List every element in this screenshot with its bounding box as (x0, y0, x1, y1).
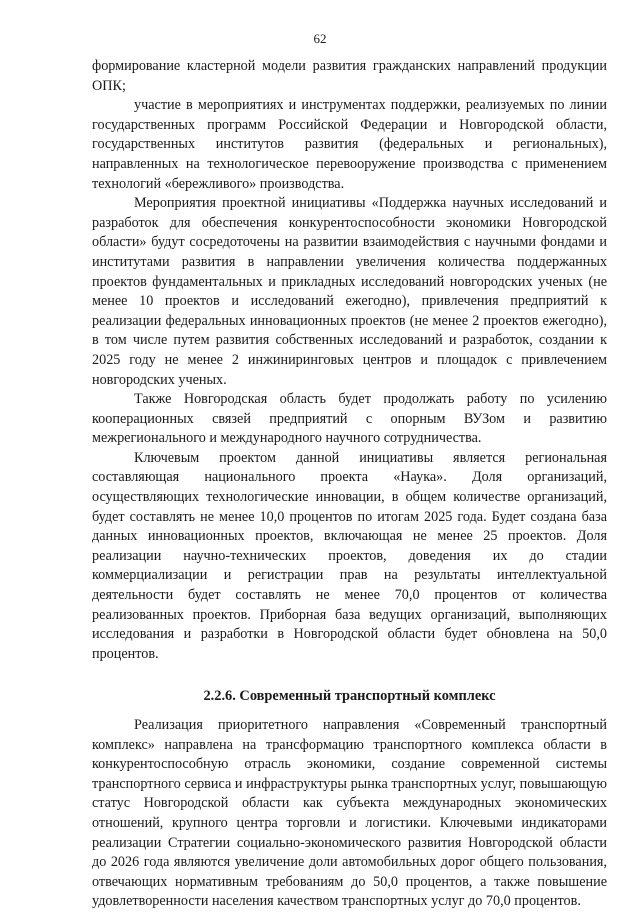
paragraph: формирование кластерной модели развития гражданских направлений продукции ОПК; (92, 58, 607, 94)
paragraph: Ключевым проектом данной инициативы является региональная составляющая национального проекта «Наука». Доля организаций, осуществляющих технологические инновации, в общем количестве организаций, будет составлять не менее 10,0 процентов по итогам 2025 года. Будет создана база данных инновационных проектов, включающая не менее 25 проектов. Доля реализации научно-технических проектов, доведения их до стадии коммерциализации и регистрации прав на результаты интеллектуальной деятельности будет составлять не менее 70,0 процентов от количества реализованных проектов. Приборная база ведущих организаций, выполняющих исследования и разработки в Новгородской области будет обновлена на 50,0 процентов. (92, 449, 607, 662)
paragraph: Реализация приоритетного направления «Современный транспортный комплекс» направлена на трансформацию транспортного комплекса области в конкурентоспособную отрасль экономики, создание современной системы транспортного сервиса и инфраструктуры рынка транспортных услуг, повышающую статус Новгородской области как субъекта международных экономических отношений, крупного центра торговли и логистики. Ключевыми индикаторами реализации Стратегии социально-экономического развития Новгородской области до 2026 года являются увеличение доли автомобильных дорог общего пользования, отвечающих нормативным требованиям до 50,0 процентов, а также повышение удовлетворенности населения качеством транспортных услуг до 70,0 процентов. (92, 717, 607, 910)
paragraph: участие в мероприятиях и инструментах поддержки, реализуемых по линии государственных программ Российской Федерации и Новгородской области, государственных институтов развития (федеральных и региональных), направленных на технологическое перевооружение производства с применением технологий «бережливого» производства. (92, 97, 607, 192)
page-content (92, 57, 607, 912)
section-title: 2.2.6. Современный транспортный комплекс (203, 688, 496, 705)
paragraph: Также Новгородская область будет продолжать работу по усилению кооперационных связей предприятий с опорным ВУЗом и развитию межрегионального и международного научного сотрудничества. (92, 391, 607, 447)
paragraph: Мероприятия проектной инициативы «Поддержка научных исследований и разработок для обеспечения конкурентоспособности экономики Новгородской области» будут сосредоточены на развитии взаимодействия с научными фондами и институтами развития в направлении увеличения количества поддержанных проектов фундаментальных и прикладных исследований новгородских ученых (не менее 10 проектов и исследований ежегодно), привлечения предприятий к реализации федеральных инновационных проектов (не менее 2 проектов ежегодно), в том числе путем развития собственных исследований и разработок, создании к 2025 году не менее 2 инжиниринговых центров и площадок с привлечением новгородских ученых. (92, 195, 607, 388)
page-number: 62 (313, 31, 327, 46)
